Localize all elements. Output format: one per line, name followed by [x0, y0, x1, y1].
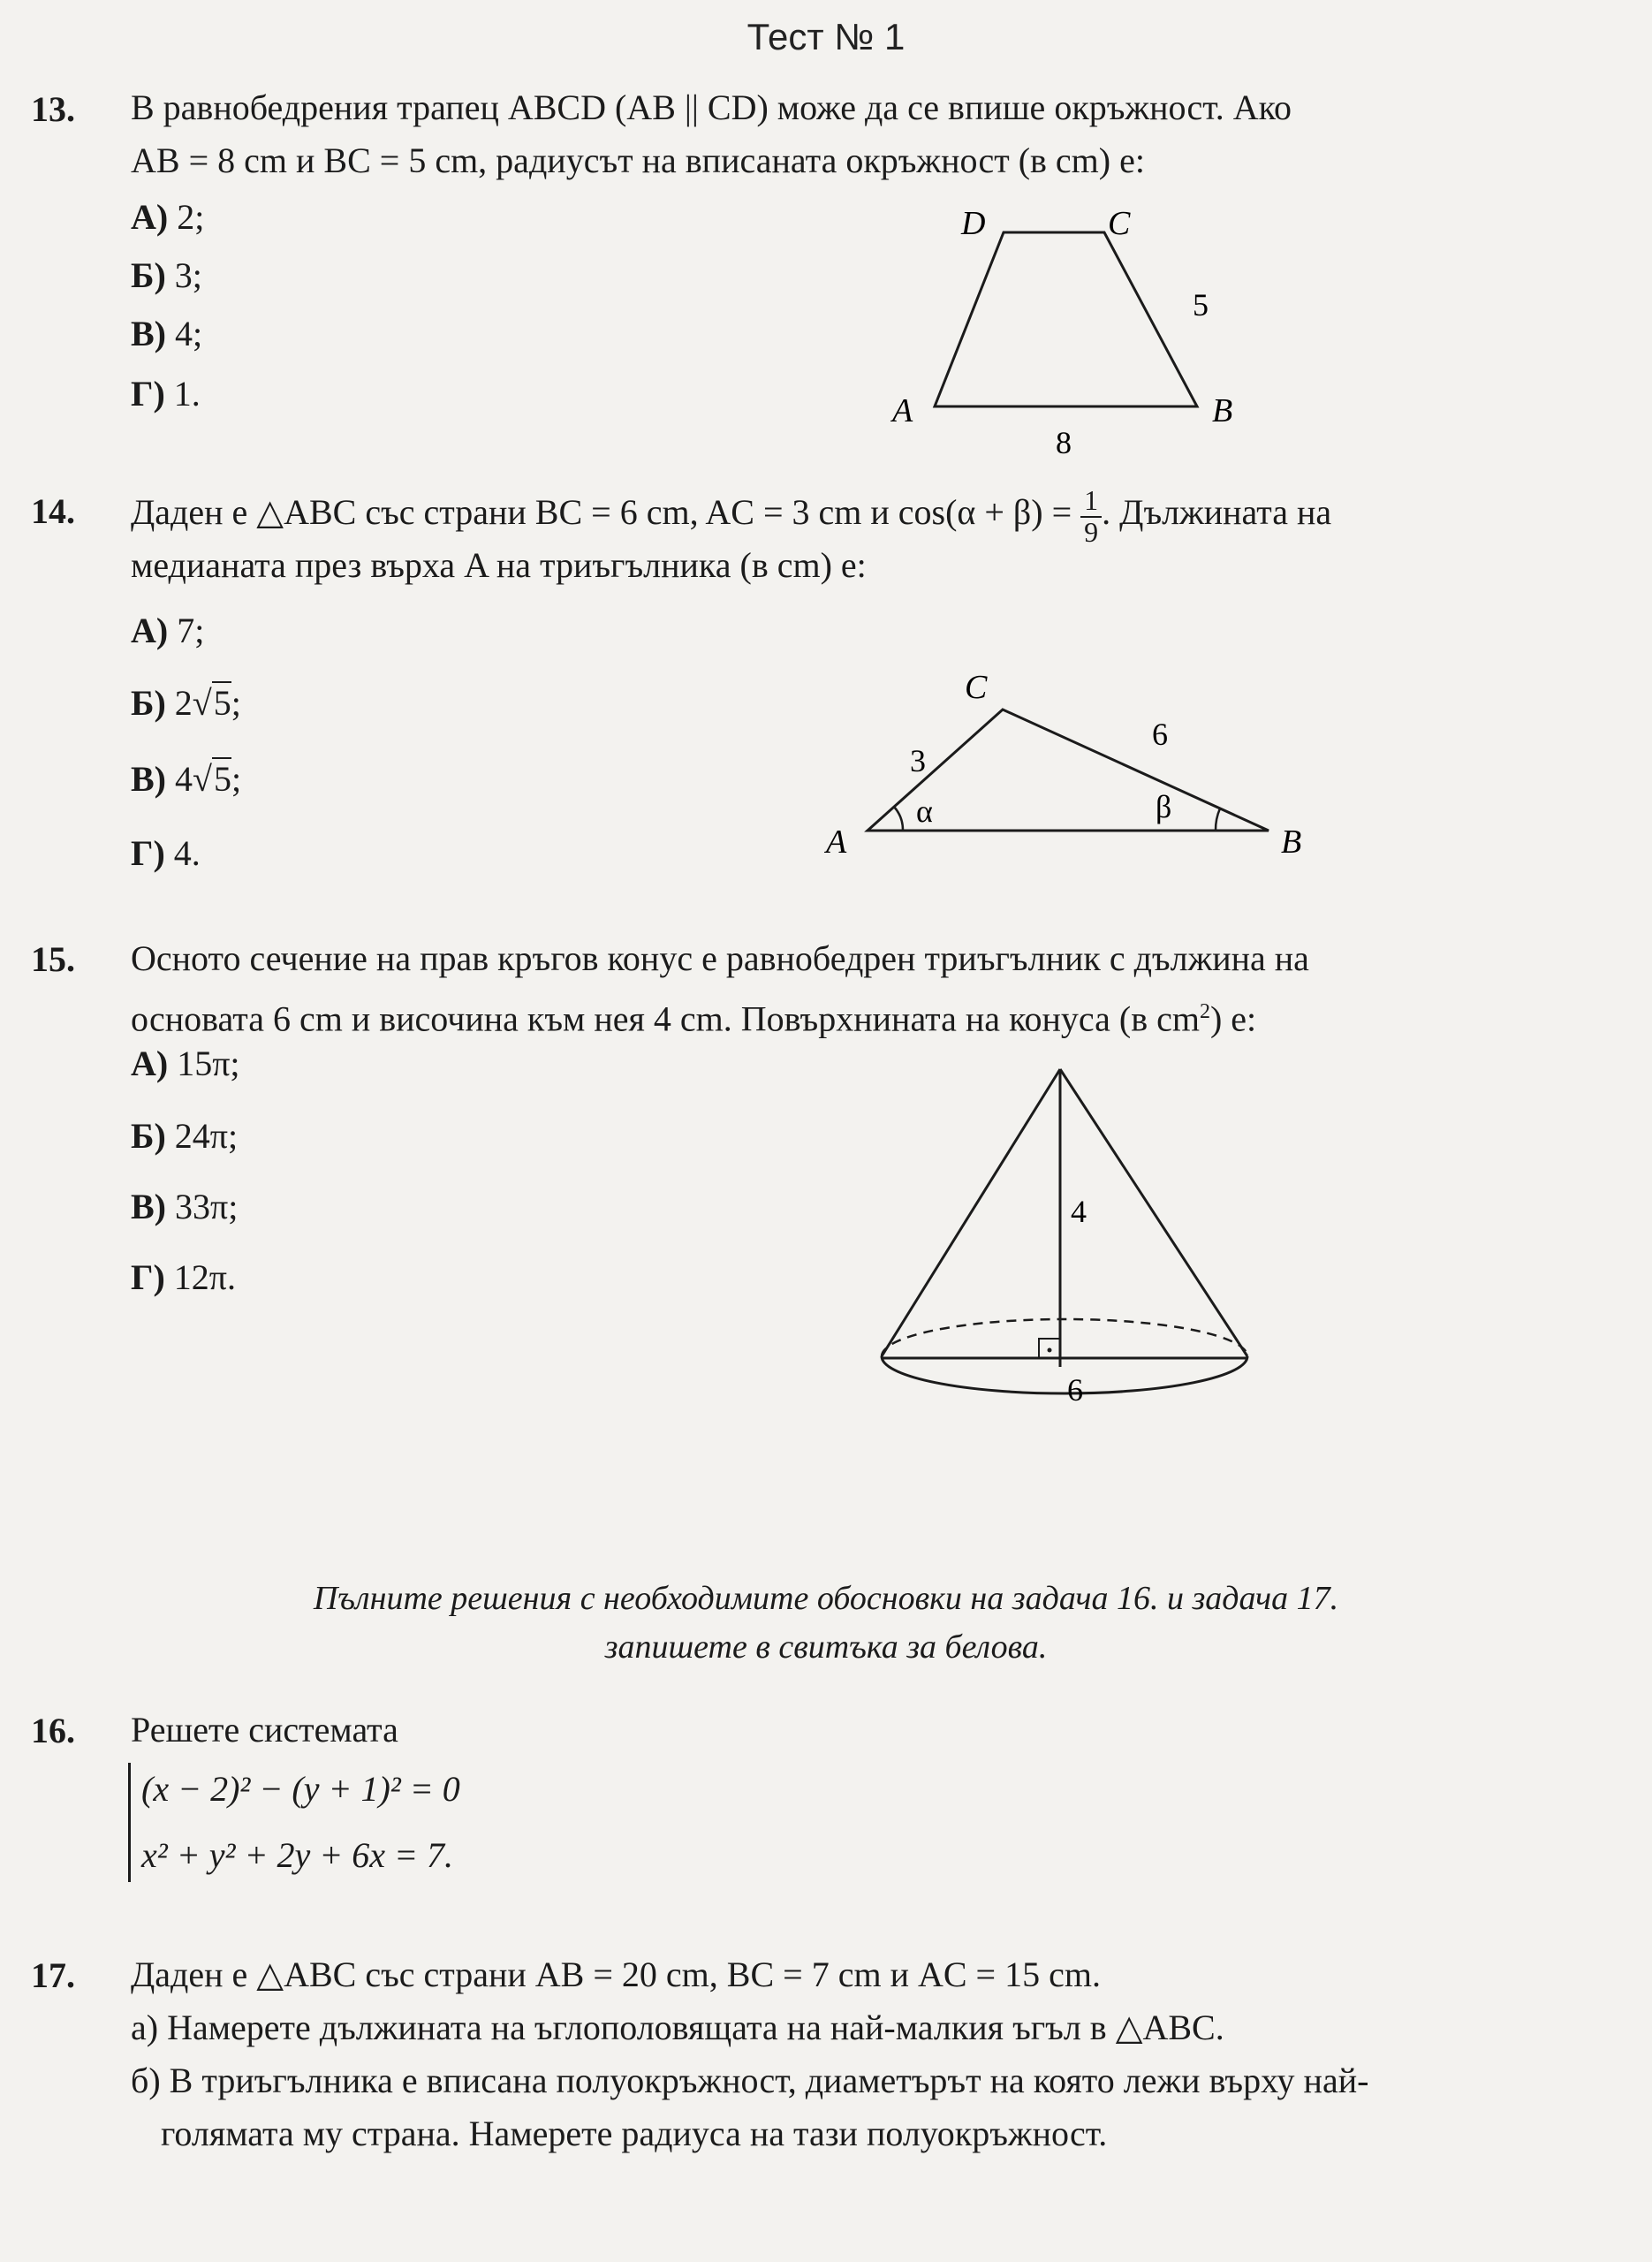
- answer-option-b[interactable]: [131, 682, 241, 724]
- option-text: 15π;: [177, 1044, 240, 1083]
- option-text: 4.: [173, 833, 201, 873]
- option-key: В): [131, 759, 166, 799]
- option-text: 2;: [177, 197, 205, 237]
- page-title: Тест № 1: [746, 16, 906, 57]
- question-text-line: В равнобедрения трапец ABCD (AB || CD) може да се впише окръжност. Ако: [131, 87, 1292, 127]
- cone-slant-left: [882, 1069, 1060, 1356]
- answer-option-a[interactable]: [131, 196, 204, 238]
- cone-figure: [866, 1056, 1254, 1427]
- option-key: Г): [131, 1257, 165, 1297]
- fraction-denominator: 9: [1084, 516, 1099, 548]
- answer-option-c[interactable]: [131, 1186, 238, 1227]
- base-label: 6: [1067, 1372, 1083, 1408]
- question-text-line: медианата през върха A на триъгълника (в cm) е:: [131, 545, 867, 585]
- vertex-label-a: A: [892, 392, 913, 429]
- system-equation-1: (x − 2)² − (y + 1)² = 0: [141, 1769, 460, 1809]
- vertex-label-a: A: [826, 824, 847, 861]
- superscript: 2: [1199, 1000, 1210, 1023]
- option-key: Б): [131, 1116, 166, 1156]
- question-number: 17.: [31, 1955, 75, 1995]
- option-radicand: 5: [213, 683, 231, 723]
- question-text-line: Даден е △ABC със страни AB = 20 cm, BC = 7 cm и AC = 15 cm.: [131, 1955, 1101, 1994]
- option-text: 24π;: [174, 1116, 239, 1156]
- option-coefficient: 2: [174, 683, 193, 723]
- triangle-figure: [813, 667, 1325, 870]
- vertex-label-c: C: [965, 669, 988, 706]
- answer-option-d[interactable]: [131, 373, 201, 414]
- sub-question-a: а) Намерете дължината на ъглополовящата на най-малкия ъгъл в △ABC.: [131, 2008, 1224, 2047]
- side-label-bc: 5: [1193, 287, 1209, 323]
- answer-option-b[interactable]: [131, 1115, 238, 1157]
- side-label-bc: 6: [1152, 717, 1168, 752]
- height-label: 4: [1071, 1194, 1087, 1229]
- question-text-line: [131, 486, 1633, 546]
- question-text: Даден е △ABC със страни BC = 6 cm, AC = 3 cm и cos(α + β) =: [131, 492, 1081, 533]
- option-key: А): [131, 611, 169, 650]
- vertex-label-d: D: [961, 205, 986, 242]
- cone-slant-right: [1060, 1069, 1247, 1356]
- vertex-label-b: B: [1212, 392, 1233, 429]
- option-coefficient: 4: [175, 759, 193, 799]
- option-text: 4;: [175, 314, 203, 353]
- option-radicand: 5: [213, 759, 231, 799]
- system-equation-2: x² + y² + 2y + 6x = 7.: [141, 1835, 453, 1875]
- angle-alpha-arc: [894, 807, 903, 831]
- option-key: В): [131, 1187, 166, 1226]
- answer-option-a[interactable]: [131, 610, 204, 651]
- option-text: 7;: [177, 611, 205, 650]
- fraction-numerator: 1: [1080, 486, 1102, 518]
- fraction: [1080, 486, 1102, 546]
- option-text: 1.: [173, 374, 201, 414]
- option-key: В): [131, 314, 166, 353]
- question-text: основата 6 cm и височина към нея 4 cm. Повърхнината на конуса (в cm: [131, 998, 1200, 1039]
- right-angle-dot: [1048, 1348, 1052, 1353]
- option-text: 12π.: [173, 1257, 236, 1297]
- sqrt-icon: √: [193, 759, 212, 799]
- option-text: 3;: [174, 255, 202, 295]
- sub-question-b: б) В триъгълника е вписана полуокръжност, диаметърът на която лежи върху най-: [131, 2061, 1369, 2100]
- answer-option-a[interactable]: [131, 1043, 240, 1084]
- side-label-ac: 3: [910, 743, 926, 778]
- question-number: 13.: [31, 89, 75, 129]
- option-key: Г): [131, 833, 165, 873]
- option-key: Б): [131, 255, 166, 295]
- option-text: 33π;: [175, 1187, 239, 1226]
- option-text: ;: [231, 759, 242, 799]
- option-key: А): [131, 1044, 169, 1083]
- trapezoid-shape: [935, 232, 1197, 406]
- system-bracket: [128, 1763, 131, 1882]
- option-key: Б): [131, 683, 166, 723]
- vertex-label-b: B: [1281, 824, 1302, 861]
- answer-option-d[interactable]: [131, 832, 201, 874]
- question-text-line: Решете системата: [131, 1710, 398, 1750]
- answer-option-c[interactable]: [131, 758, 241, 800]
- cone-base-front: [882, 1356, 1247, 1393]
- answer-option-d[interactable]: [131, 1256, 236, 1298]
- question-text-line: Осното сечение на прав кръгов конус е равнобедрен триъгълник с дължина на: [131, 938, 1309, 978]
- option-key: А): [131, 197, 169, 237]
- question-number: 14.: [31, 491, 75, 531]
- sqrt-icon: √: [192, 683, 212, 723]
- trapezoid-figure: [875, 199, 1263, 464]
- option-key: Г): [131, 374, 165, 414]
- side-label-ab: 8: [1056, 425, 1072, 460]
- question-number: 16.: [31, 1711, 75, 1750]
- answer-option-c[interactable]: [131, 313, 202, 354]
- instruction-note-line: запишете в свитъка за белова.: [604, 1628, 1048, 1666]
- instruction-note-line: Пълните решения с необходимите обосновки на задача 16. и задача 17.: [313, 1580, 1339, 1617]
- question-text: ) е:: [1209, 998, 1257, 1039]
- question-text-line: AB = 8 cm и BC = 5 cm, радиусът на вписаната окръжност (в cm) е:: [131, 140, 1145, 180]
- sub-question-b-continued: голямата му страна. Намерете радиуса на тази полуокръжност.: [161, 2114, 1108, 2153]
- cone-base-back: [882, 1319, 1247, 1356]
- vertex-label-c: C: [1108, 205, 1131, 242]
- question-text-line: [131, 985, 1606, 1045]
- answer-option-b[interactable]: [131, 254, 202, 296]
- option-text: ;: [231, 683, 241, 723]
- angle-label-alpha: α: [916, 793, 933, 829]
- question-text: . Дължината на: [1102, 492, 1332, 533]
- question-number: 15.: [31, 939, 75, 979]
- angle-label-beta: β: [1156, 789, 1172, 824]
- angle-beta-arc: [1216, 808, 1220, 831]
